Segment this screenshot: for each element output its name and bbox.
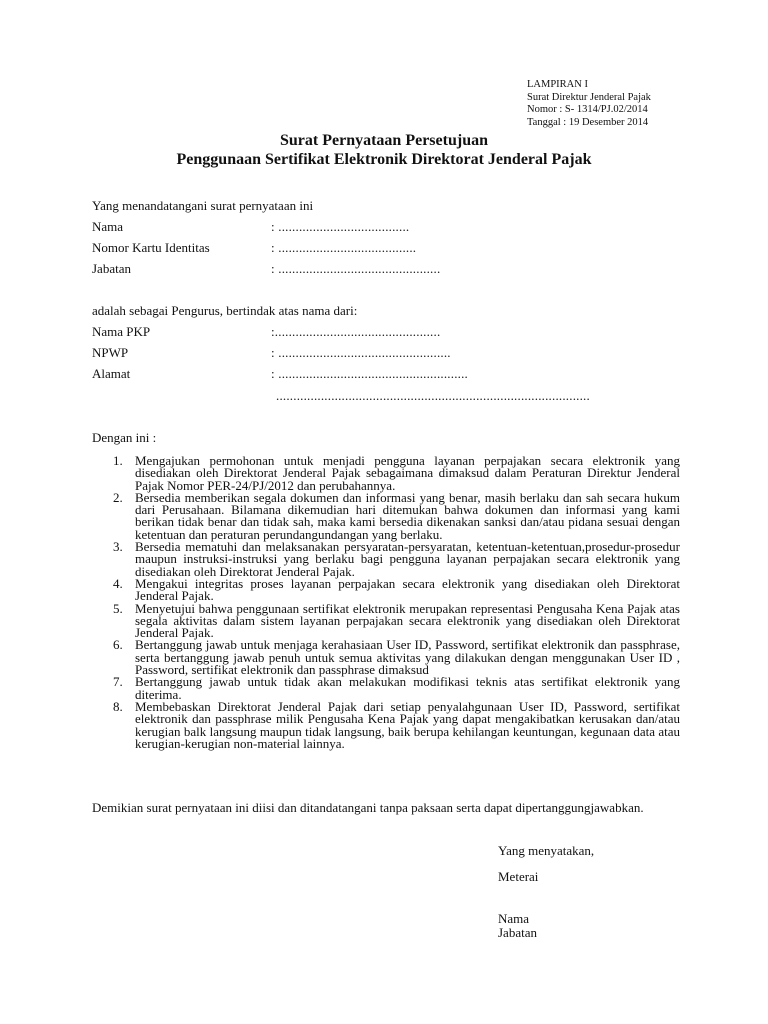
field-value-jabatan: : ...............................................	[271, 261, 441, 276]
signature-declarant: Yang menyatakan,	[498, 843, 595, 858]
statement-text: Mengajukan permohonan untuk menjadi pengguna layanan perpajakan secara elektronik yang disediakan oleh Direktorat Jenderal Pajak sebagaimana dimaksud dalam Peraturan Direktur Jenderal Pajak Nomor PER-24/PJ/2012 dan perubahannya.	[135, 453, 680, 493]
signature-position: Jabatan	[498, 925, 537, 940]
statement-number: 1.	[113, 453, 123, 468]
statement-text: Menyetujui bahwa penggunaan sertifikat elektronik merupakan representasi Pengusaha Kena Pajak atas segala aktivitas dalam sistem layanan perpajakan secara elektronik yang disediakan oleh Direktorat Jenderal Pajak.	[135, 600, 680, 641]
signer-intro: Yang menandatangani surat pernyataan ini	[92, 198, 314, 213]
statement-text: Mengakui integritas proses layanan perpajakan secara elektronik yang disediakan oleh Direktorat Jenderal Pajak.	[135, 575, 680, 604]
signature-name: Nama	[498, 911, 530, 926]
statement-list	[92, 455, 680, 750]
statement-item	[92, 575, 680, 604]
attachment-letter: Surat Direktur Jenderal Pajak	[527, 91, 651, 103]
statement-number: 2.	[113, 489, 123, 505]
statement-text: Bertanggung jawab untuk menjaga kerahasiaan User ID, Password, sertifikat elektronik dan passphrase, serta bertanggung jawab penuh untuk semua aktivitas yang dilakukan dengan menggunakan User ID , Password, sertifikat elektronik dan passphrase dimaksud	[135, 637, 680, 678]
statement-item	[92, 600, 680, 641]
statement-number: 3.	[113, 539, 123, 555]
attachment-label: LAMPIRAN I	[527, 79, 588, 90]
document-title	[0, 131, 768, 169]
attachment-date: Tanggal : 19 Desember 2014	[527, 116, 649, 128]
statement-number: 4.	[113, 575, 123, 591]
statement-item	[92, 541, 680, 578]
field-label-nama: Nama	[92, 219, 124, 234]
field-value-nama-pkp: :................................................	[271, 324, 441, 339]
field-label-jabatan: Jabatan	[92, 261, 131, 276]
statement-text: Bertanggung jawab untuk tidak akan melakukan modifikasi teknis atas sertifikat elektronik yang diterima.	[135, 674, 680, 702]
field-label-alamat: Alamat	[92, 366, 131, 381]
attachment-number: Nomor : S- 1314/PJ.02/2014	[527, 104, 648, 115]
statements-intro: Dengan ini :	[92, 430, 157, 445]
statement-item	[92, 698, 680, 751]
statement-text: Bersedia mematuhi dan melaksanakan persyaratan-persyaratan, ketentuan-ketentuan,prosedur-prosedur maupun instruksi-instruksi yang berlaku bagi pengguna layanan perpajakan secara elektronik yang disediakan oleh Direktorat Jenderal Pajak.	[135, 539, 680, 579]
statement-number: 6.	[113, 637, 123, 653]
statement-item	[92, 639, 680, 676]
title-line-2: Penggunaan Sertifikat Elektronik Direktorat Jenderal Pajak	[176, 151, 592, 168]
statement-text: Bersedia memberikan segala dokumen dan informasi yang benar, masih berlaku dan sah secara hukum dari Perusahaan. Bilamana dikemudian hari ditemukan bahwa dokumen dan informasi yang kami berikan tidak benar dan tidak sah, maka kami bersedia dikenakan sanksi dan/atau pidana sesuai dengan ketentuan dan peraturan perundangundangan yang berlaku.	[135, 489, 680, 542]
attachment-reference	[527, 79, 651, 129]
field-value-npwp: : ..................................................	[271, 345, 451, 360]
signature-stamp: Meterai	[498, 869, 539, 884]
field-value-alamat: : .......................................................	[271, 366, 469, 381]
field-label-nama-pkp: Nama PKP	[92, 324, 151, 339]
company-intro: adalah sebagai Pengurus, bertindak atas nama dari:	[92, 303, 358, 318]
field-label-npwp: NPWP	[92, 345, 129, 360]
statement-item	[92, 489, 680, 542]
statement-number: 5.	[113, 600, 123, 616]
field-value-nama: : ......................................	[271, 219, 410, 234]
statement-number: 8.	[113, 698, 123, 714]
statement-number: 7.	[113, 674, 123, 690]
title-line-1: Surat Pernyataan Persetujuan	[280, 132, 488, 149]
field-label-identity-card: Nomor Kartu Identitas	[92, 240, 210, 255]
statement-item	[92, 676, 680, 701]
statement-text: Membebaskan Direktorat Jenderal Pajak dari setiap penyalahgunaan User ID, Password, sertifikat elektronik dan passphrase milik Pengusaha Kena Pajak yang dapat mengakibatkan kerusakan dan/atau kerugian balk langsung maupun tidak langsung, baik berupa kehilangan keuntungan, kegunaan data atau kerugian-kerugian non-material lainnya.	[135, 698, 680, 751]
field-value-identity-card: : ........................................	[271, 240, 417, 255]
field-value-alamat-continuation: ...........................................................................................	[276, 388, 590, 403]
statement-item	[92, 455, 680, 492]
closing-statement: Demikian surat pernyataan ini diisi dan ditandatangani tanpa paksaan serta dapat dipertanggungjawabkan.	[92, 800, 644, 815]
